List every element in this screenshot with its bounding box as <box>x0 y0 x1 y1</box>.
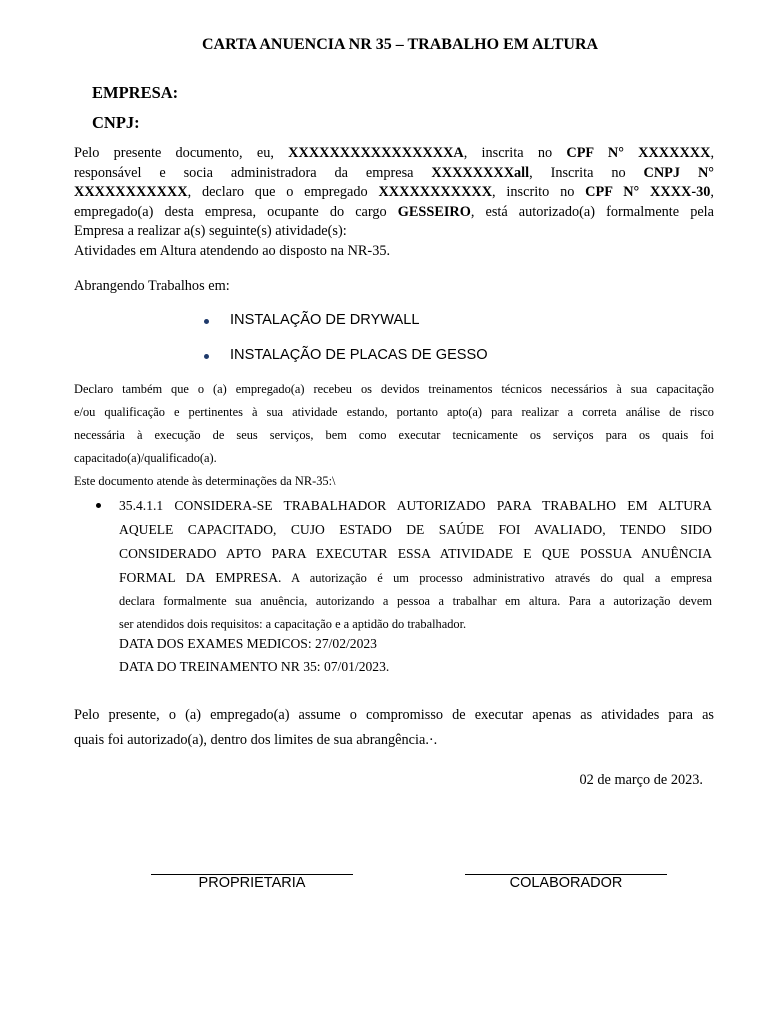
activity-item: INSTALAÇÃO DE PLACAS DE GESSO <box>230 347 488 363</box>
signature-label-employee: COLABORADOR <box>509 875 623 891</box>
intro-text: , está autorizado(a) formalmente pela <box>470 203 715 220</box>
intro-text: , inscrita no <box>463 145 567 161</box>
activity-item: INSTALAÇÃO DE DRYWALL <box>230 312 420 328</box>
intro-text: , <box>710 184 714 200</box>
declaro-line: necessária à execução de seus serviços, bem como executar tecnicamente os serviços para os quais foi <box>74 428 714 442</box>
company-cnpj-label: CNPJ N° <box>643 164 714 181</box>
intro-text: responsável e socia administradora da empresa <box>74 164 432 181</box>
intro-paragraph <box>74 144 714 261</box>
intro-line-5: Empresa a realizar a(s) seguinte(s) atividade(s): <box>74 223 347 239</box>
nr-text: FORMAL DA EMPRESA. <box>119 570 282 585</box>
bullet-icon <box>204 354 209 359</box>
nr35-reference: Este documento atende às determinações da NR-35:\ <box>74 474 336 488</box>
nr-line: CONSIDERADO APTO PARA EXECUTAR ESSA ATIVIDADE E QUE POSSUA ANUÊNCIA <box>119 546 712 561</box>
commitment-line: Pelo presente, o (a) empregado(a) assume o compromisso de executar apenas as atividades para as <box>74 707 714 723</box>
company-name: XXXXXXXXall <box>431 164 530 181</box>
intro-line-2 <box>74 164 714 184</box>
nr35-item <box>119 494 712 636</box>
intro-line-1 <box>74 144 714 164</box>
intro-text: empregado(a) desta empresa, ocupante do cargo <box>74 203 398 220</box>
exam-date: DATA DOS EXAMES MEDICOS: 27/02/2023 <box>119 636 377 651</box>
intro-text: , <box>710 145 715 161</box>
commitment-line: quais foi autorizado(a), dentro dos limites de sua abrangência.·. <box>74 732 438 748</box>
employee-cpf: CPF N° XXXX-30 <box>585 184 711 200</box>
declarant-name: XXXXXXXXXXXXXXXXA <box>288 145 464 161</box>
declarant-cpf: CPF N° XXXXXXX <box>566 145 711 161</box>
nr-line: ser atendidos dois requisitos: a capacitação e a aptidão do trabalhador. <box>119 617 467 631</box>
declaro-paragraph <box>74 378 714 470</box>
bullet-icon <box>204 319 209 324</box>
intro-line-6: Atividades em Altura atendendo ao disposto na NR-35. <box>74 242 391 259</box>
declaro-line: capacitado(a)/qualificado(a). <box>74 451 217 465</box>
document-date: 02 de março de 2023. <box>579 772 703 788</box>
intro-line-3 <box>74 183 714 203</box>
company-cnpj: XXXXXXXXXXX <box>74 184 188 200</box>
intro-line-4 <box>74 203 714 223</box>
employee-role: GESSEIRO <box>397 203 471 220</box>
abrangendo-heading: Abrangendo Trabalhos em: <box>74 278 230 294</box>
empresa-label: EMPRESA: <box>92 83 179 102</box>
nr-line <box>119 566 712 590</box>
intro-text: Pelo presente documento, eu, <box>74 145 289 161</box>
cnpj-label: CNPJ: <box>92 113 140 132</box>
nr-line: AQUELE CAPACITADO, CUJO ESTADO DE SAÚDE FOI AVALIADO, TENDO SIDO <box>119 522 712 537</box>
declaro-line: Declaro também que o (a) empregado(a) recebeu os devidos treinamentos técnicos necessários à sua capacitação <box>74 382 714 396</box>
nr-line: declara formalmente sua anuência, autorizando a pessoa a trabalhar em altura. Para a autorização devem <box>119 594 712 608</box>
nr-text: A autorização é um processo administrativo através do qual a empresa <box>281 571 712 585</box>
document-title: CARTA ANUENCIA NR 35 – TRABALHO EM ALTURA <box>201 36 599 53</box>
intro-text: , Inscrita no <box>529 164 644 181</box>
employee-name: XXXXXXXXXXX <box>378 184 493 200</box>
training-date: DATA DO TREINAMENTO NR 35: 07/01/2023. <box>119 659 390 674</box>
intro-text: , inscrito no <box>492 184 586 200</box>
commitment-paragraph <box>74 703 714 753</box>
bullet-icon <box>96 503 101 508</box>
signature-label-owner: PROPRIETARIA <box>198 875 306 891</box>
declaro-line: e/ou qualificação e pertinentes à sua atividade estando, portanto apto(a) para realizar a correta análise de risco <box>74 405 714 419</box>
nr-line: 35.4.1.1 CONSIDERA-SE TRABALHADOR AUTORIZADO PARA TRABALHO EM ALTURA <box>119 498 712 513</box>
intro-text: , declaro que o empregado <box>187 184 379 200</box>
